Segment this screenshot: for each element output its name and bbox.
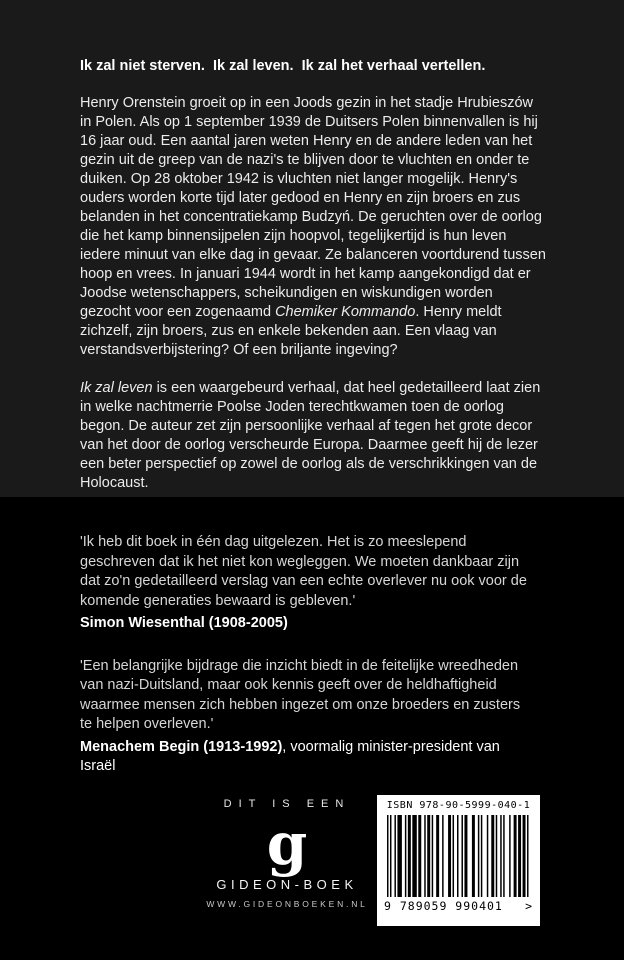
barcode-end-mark: > [525,899,533,913]
quote-author-suffix: , voormalig minister-president van Israël [80,738,500,774]
synopsis-part-1: Henry Orenstein groeit op in een Joods gezin in het stadje Hrubieszów in Polen. Als op 1 september 1939 de Duitsers Polen binnenvallen is hij 16 jaar oud. Een aantal jaren weten Henry en de andere leden van het gezin uit de greep van de nazi's te blijven door te vluchten en onder te duiken. Op 28 oktober 1942 is vluchten niet langer mogelijk. Henry's ouders worden korte tijd later gedood en Henry en zijn broers en zus belanden in het concentratiekamp Budzyń. De geruchten over de oorlog die het kamp binnensijpelen zijn hoopvol, tegelijkertijd is hun leven iedere minuut van elke dag in gevaar. Ze balanceren voortdurend tussen hoop en vrees. In januari 1944 wordt in het kamp aangekondigd dat er Joodse wetenschappers, scheikundigen en wiskundigen worden gezocht voor een zogenaamd [80,95,546,320]
isbn-barcode-panel [377,795,540,926]
synopsis-part-2: . Henry meldt zichzelf, zijn broers, zus en enkele bekenden aan. Een vlaag van verstandsverbijstering? Of een briljante ingeving? [80,304,502,358]
publisher-url: WWW.GIDEONBOEKEN.NL [206,899,368,909]
tagline: Ik zal niet sterven. Ik zal leven. Ik zal het verhaal vertellen. [80,58,486,74]
quotes-section [0,497,624,777]
quote-block [80,657,532,777]
publisher-name: GIDEON-BOEK [216,877,358,892]
quote-author-name: Menachem Begin (1913-1992) [80,738,283,755]
quote-text: 'Ik heb dit boek in één dag uitgelezen. Het is zo meeslepend geschreven dat ik het niet kon wegleggen. We moeten dankbaar zijn dat zo'n gedetailleerd verslag van een echte overlever nu ook voor de komende generaties bewaard is gebleven.' [80,534,527,609]
quote-block [80,533,532,634]
quote-author [80,614,532,634]
barcode-icon [387,815,530,897]
isbn-label: ISBN 978-90-5999-040-1 [386,800,531,811]
about-rest: is een waargebeurd verhaal, dat heel gedetailleerd laat zien in welke nachtmerrie Poolse Joden terechtkwamen toen de oorlog begon. De auteur zet zijn persoonlijke verhaal af tegen het grote decor van het door de oorlog verscheurde Europa. Daarmee geeft hij de lezer een beter perspectief op zowel de oorlog als de verschrikkingen van de Holocaust. [80,380,541,491]
synopsis-paragraph-1 [80,94,546,360]
quote-author [80,738,532,777]
isbn-number: 9 789059 990401 [384,899,503,913]
footer [0,780,624,960]
gideon-logo-icon: g [266,810,308,878]
synopsis-paragraph-2 [80,379,546,493]
book-title-italic: Ik zal leven [80,380,153,396]
quote-author-name: Simon Wiesenthal (1908-2005) [80,615,288,631]
publisher-block [182,798,392,909]
quote-text: 'Een belangrijke bijdrage die inzicht biedt in de feitelijke wreedheden van nazi-Duitsland, maar ook kennis geeft over de heldhaftigheid waarmee mensen zich hebben ingezet om onze broeders en zusters te helpen overleven.' [80,657,521,732]
isbn-number-row [377,897,540,913]
synopsis-italic-term: Chemiker Kommando [275,304,416,320]
publisher-tagline: DIT IS EEN [223,798,351,810]
